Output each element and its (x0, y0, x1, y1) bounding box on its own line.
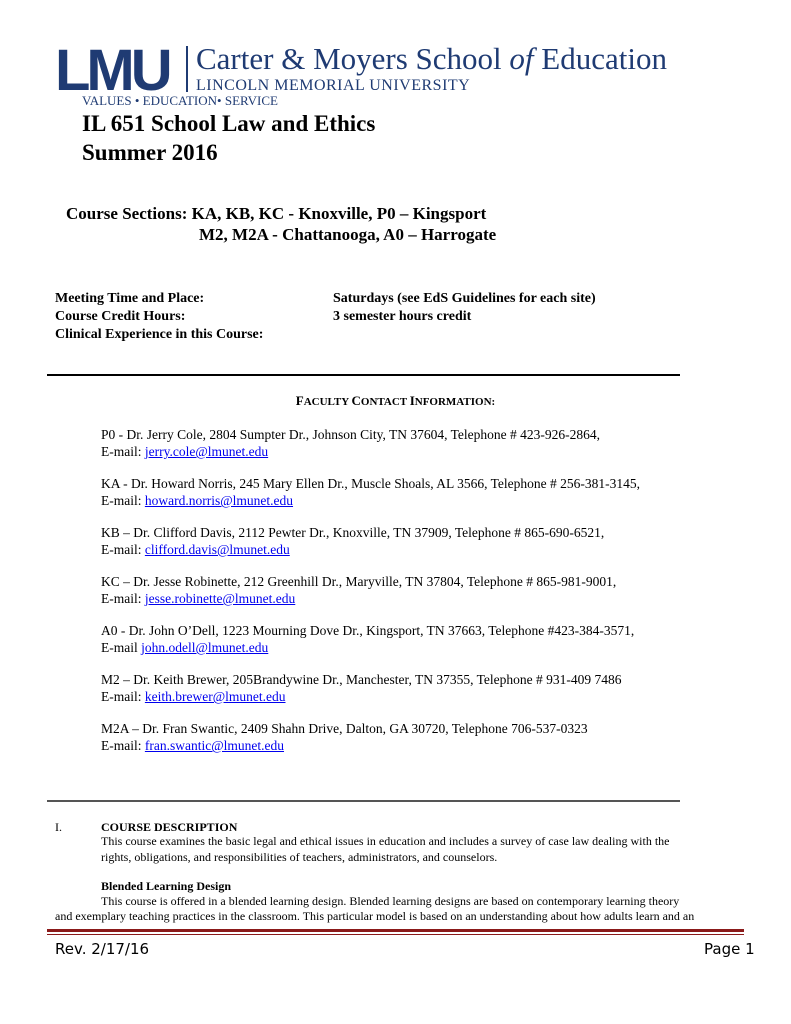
faculty-email-line (101, 443, 600, 460)
section-divider (47, 374, 680, 376)
blended-text: and exemplary teaching practices in the classroom. This particular model is based on an understanding about how adults learn and an (55, 909, 695, 923)
email-link[interactable]: fran.swantic@lmunet.edu (144, 738, 285, 753)
faculty-heading-part: I (409, 393, 415, 408)
faculty-email-line (101, 639, 634, 656)
email-prefix: E-mail: (101, 738, 145, 753)
description-text: rights, obligations, and responsibilities of teachers, administrators, and counselors. (101, 850, 498, 864)
faculty-heading-part: F (295, 393, 304, 408)
footer-revision: Rev. 2/17/16 (55, 940, 150, 958)
faculty-entry (101, 671, 622, 705)
footer-page-number: Page 1 (704, 940, 755, 958)
description-text: This course examines the basic legal and ethical issues in education and includes a survey of case law dealing with the (101, 834, 670, 848)
faculty-address: P0 - Dr. Jerry Cole, 2804 Sumpter Dr., Johnson City, TN 37604, Telephone # 423-926-2864, (101, 427, 601, 442)
footer-rule-thin (47, 934, 744, 935)
course-title: IL 651 School Law and Ethics (82, 111, 376, 136)
email-prefix: E-mail: (101, 444, 145, 459)
faculty-address: KC – Dr. Jesse Robinette, 212 Greenhill Dr., Maryville, TN 37804, Telephone # 865-981-9001, (101, 574, 617, 589)
faculty-entry (101, 720, 588, 754)
email-link[interactable]: keith.brewer@lmunet.edu (144, 689, 286, 704)
email-prefix: E-mail: (101, 542, 145, 557)
email-link[interactable]: howard.norris@lmunet.edu (144, 493, 294, 508)
faculty-heading (0, 394, 791, 409)
credit-value: 3 semester hours credit (333, 309, 472, 324)
faculty-entry (101, 475, 640, 509)
clinical-label: Clinical Experience in this Course: (55, 327, 264, 342)
faculty-address: KA - Dr. Howard Norris, 245 Mary Ellen Dr., Muscle Shoals, AL 3566, Telephone # 256-381-3145, (101, 476, 640, 491)
faculty-entry (101, 524, 604, 558)
meeting-value: Saturdays (see EdS Guidelines for each site) (333, 291, 596, 306)
school-name-of: of (509, 41, 534, 76)
faculty-address: KB – Dr. Clifford Davis, 2112 Pewter Dr., Knoxville, TN 37909, Telephone # 865-690-6521, (101, 525, 605, 540)
faculty-address: M2 – Dr. Keith Brewer, 205Brandywine Dr., Manchester, TN 37355, Telephone # 931-409 7486 (101, 672, 622, 687)
faculty-heading-part: C (351, 393, 361, 408)
course-sections-line-2: M2, M2A - Chattanooga, A0 – Harrogate (199, 225, 497, 244)
logo-divider (186, 46, 188, 92)
faculty-entry (101, 622, 634, 656)
email-link[interactable]: clifford.davis@lmunet.edu (144, 542, 290, 557)
faculty-email-line (101, 737, 588, 754)
email-prefix: E-mail: (101, 689, 145, 704)
meeting-label: Meeting Time and Place: (55, 291, 205, 306)
email-prefix: E-mail: (101, 493, 145, 508)
course-term: Summer 2016 (82, 140, 218, 165)
credit-label: Course Credit Hours: (55, 309, 186, 324)
faculty-email-line (101, 492, 640, 509)
footer-rule (47, 929, 744, 932)
email-prefix: E-mail: (101, 591, 145, 606)
lmu-logo: LMU (55, 38, 169, 103)
email-prefix: E-mail (101, 640, 142, 655)
faculty-heading-part: NFORMATION: (414, 396, 496, 408)
faculty-email-line (101, 541, 604, 558)
school-name-part-2: Education (533, 41, 667, 76)
faculty-heading-part: ACULTY (303, 396, 352, 408)
section-number: I. (55, 820, 62, 834)
faculty-heading-part: ONTACT (360, 396, 410, 408)
subsection-title: Blended Learning Design (101, 879, 232, 893)
university-name: LINCOLN MEMORIAL UNIVERSITY (196, 77, 471, 94)
faculty-address: A0 - Dr. John O’Dell, 1223 Mourning Dove Dr., Kingsport, TN 37663, Telephone #423-384-3571, (101, 623, 635, 638)
school-name-part-1: Carter & Moyers School (196, 41, 510, 76)
blended-text: This course is offered in a blended learning design. Blended learning designs are based on contemporary learning theory (101, 894, 680, 908)
section-title: COURSE DESCRIPTION (101, 820, 238, 834)
tagline: VALUES • EDUCATION• SERVICE (82, 93, 278, 108)
email-link[interactable]: jerry.cole@lmunet.edu (144, 444, 269, 459)
faculty-address: M2A – Dr. Fran Swantic, 2409 Shahn Drive, Dalton, GA 30720, Telephone 706-537-0323 (101, 721, 588, 736)
email-link[interactable]: jesse.robinette@lmunet.edu (144, 591, 296, 606)
faculty-entry (101, 426, 600, 460)
faculty-email-line (101, 688, 622, 705)
faculty-email-line (101, 590, 616, 607)
course-sections-line-1: Course Sections: KA, KB, KC - Knoxville, P0 – Kingsport (66, 204, 487, 223)
section-divider (47, 800, 680, 802)
email-link[interactable]: john.odell@lmunet.edu (141, 640, 269, 655)
faculty-entry (101, 573, 616, 607)
school-name (196, 42, 667, 76)
